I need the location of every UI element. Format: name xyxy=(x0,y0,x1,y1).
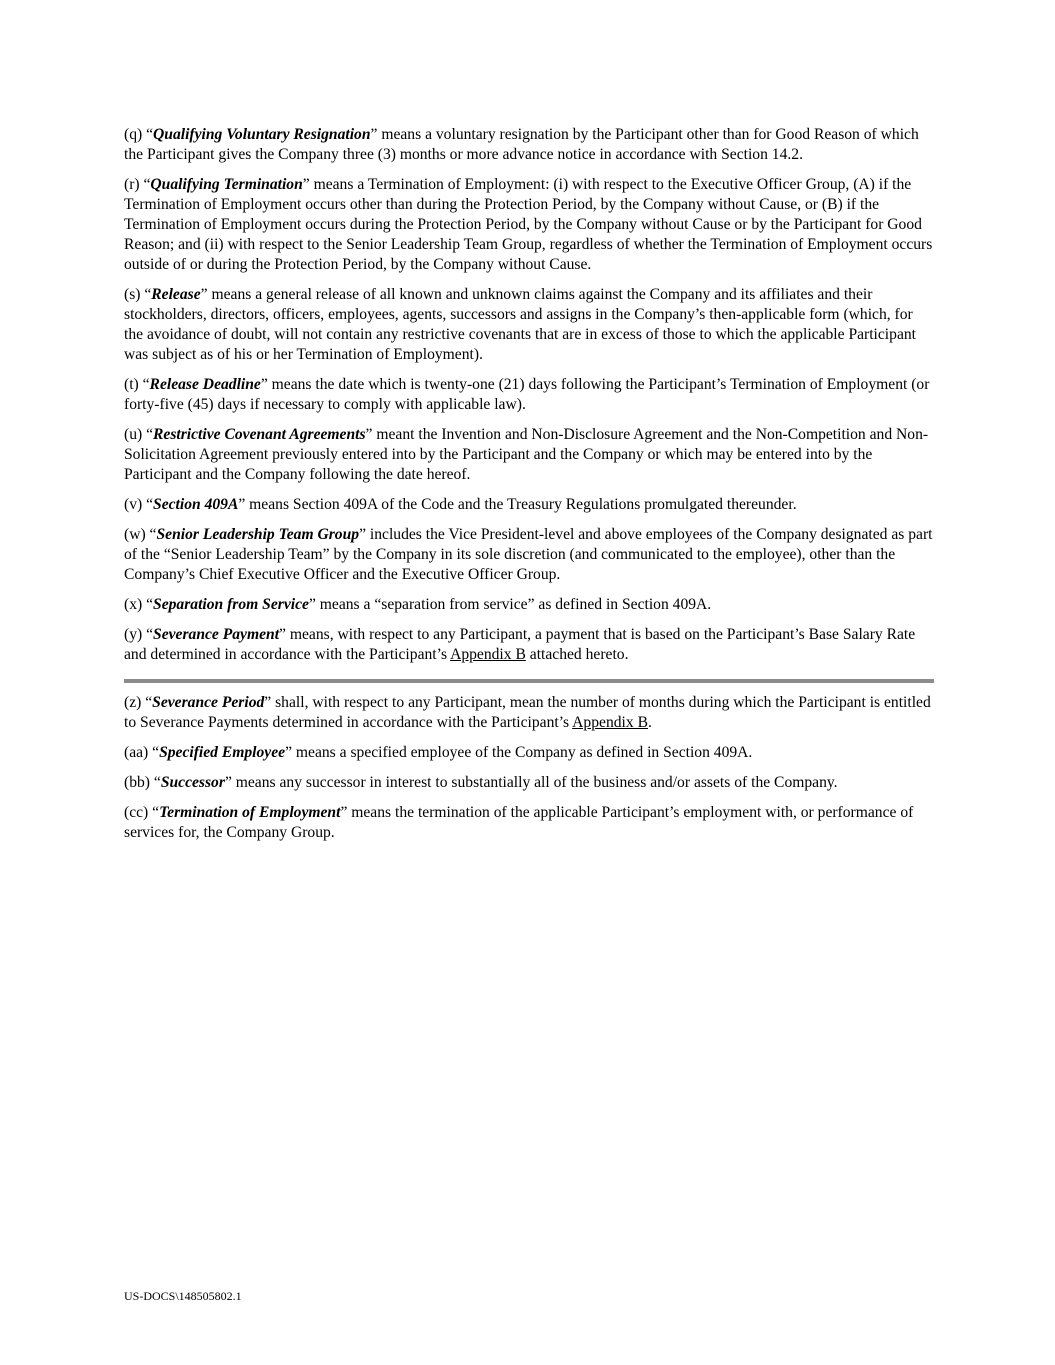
definition-u: (u) “Restrictive Covenant Agreements” meant the Invention and Non-Disclosure Agreement and the Non-Competition and Non-Solicitation Agreement previously entered into by the Participant and the Company or which may be entered into by the Participant and the Company following the date hereof. xyxy=(124,426,929,483)
definition-z: (z) “Severance Period” shall, with respect to any Participant, mean the number of months during which the Participant is entitled to Severance Payments determined in accordance with the Participant’s Appendix B. xyxy=(124,694,931,731)
definition-r: (r) “Qualifying Termination” means a Termination of Employment: (i) with respect to the Executive Officer Group, (A) if the Termination of Employment occurs other than during the Protection Period, by the Company without Cause, or (B) if the Termination of Employment occurs during the Protection Period, by the Company without Cause or by the Participant for Good Reason; and (ii) with respect to the Senior Leadership Team Group, regardless of whether the Termination of Employment occurs outside of or during the Protection Period, by the Company without Cause. xyxy=(124,176,933,273)
defined-term: Separation from Service xyxy=(153,596,309,613)
definition-x: (x) “Separation from Service” means a “separation from service” as defined in Section 409A. xyxy=(124,596,712,613)
page-divider xyxy=(124,679,934,683)
definition-v: (v) “Section 409A” means Section 409A of the Code and the Treasury Regulations promulgated thereunder. xyxy=(124,496,797,513)
defined-term: Termination of Employment xyxy=(159,804,341,821)
definition-t: (t) “Release Deadline” means the date which is twenty-one (21) days following the Participant’s Termination of Employment (or forty-five (45) days if necessary to comply with applicable law). xyxy=(124,376,930,413)
definition-cc: (cc) “Termination of Employment” means the termination of the applicable Participant’s employment with, or performance of services for, the Company Group. xyxy=(124,804,914,841)
definition-y: (y) “Severance Payment” means, with respect to any Participant, a payment that is based on the Participant’s Base Salary Rate and determined in accordance with the Participant’s Appendix B attached hereto. xyxy=(124,626,916,663)
defined-term: Specified Employee xyxy=(159,744,286,761)
definition-s: (s) “Release” means a general release of all known and unknown claims against the Company and its affiliates and their stockholders, directors, officers, employees, agents, successors and assigns in the Company’s then-applicable form (which, for the avoidance of doubt, will not contain any restrictive covenants that are in excess of those to which the applicable Participant was subject as of his or her Termination of Employment). xyxy=(124,286,916,363)
definition-aa: (aa) “Specified Employee” means a specified employee of the Company as defined in Section 409A. xyxy=(124,744,753,761)
definition-bb: (bb) “Successor” means any successor in interest to substantially all of the business and/or assets of the Company. xyxy=(124,774,838,791)
defined-term: Qualifying Voluntary Resignation xyxy=(153,126,371,143)
defined-term: Restrictive Covenant Agreements xyxy=(153,426,366,443)
defined-term: Section 409A xyxy=(153,496,239,513)
definition-q: (q) “Qualifying Voluntary Resignation” means a voluntary resignation by the Participant other than for Good Reason of which the Participant gives the Company three (3) months or more advance notice in accordance with Section 14.2. xyxy=(124,126,919,163)
defined-term: Severance Period xyxy=(152,694,265,711)
appendix-b-link[interactable]: Appendix B xyxy=(450,646,526,663)
document-body xyxy=(124,125,934,853)
defined-term: Release Deadline xyxy=(149,376,261,393)
defined-term: Successor xyxy=(160,774,225,791)
defined-term: Qualifying Termination xyxy=(150,176,303,193)
defined-term: Release xyxy=(151,286,201,303)
definition-w: (w) “Senior Leadership Team Group” includes the Vice President-level and above employees of the Company designated as part of the “Senior Leadership Team” by the Company in its sole discretion (and communicated to the employee), other than the Company’s Chief Executive Officer and the Executive Officer Group. xyxy=(124,526,933,583)
defined-term: Severance Payment xyxy=(153,626,280,643)
appendix-b-link[interactable]: Appendix B xyxy=(572,714,648,731)
document-footer-id: US-DOCS\148505802.1 xyxy=(124,1289,242,1303)
defined-term: Senior Leadership Team Group xyxy=(156,526,360,543)
